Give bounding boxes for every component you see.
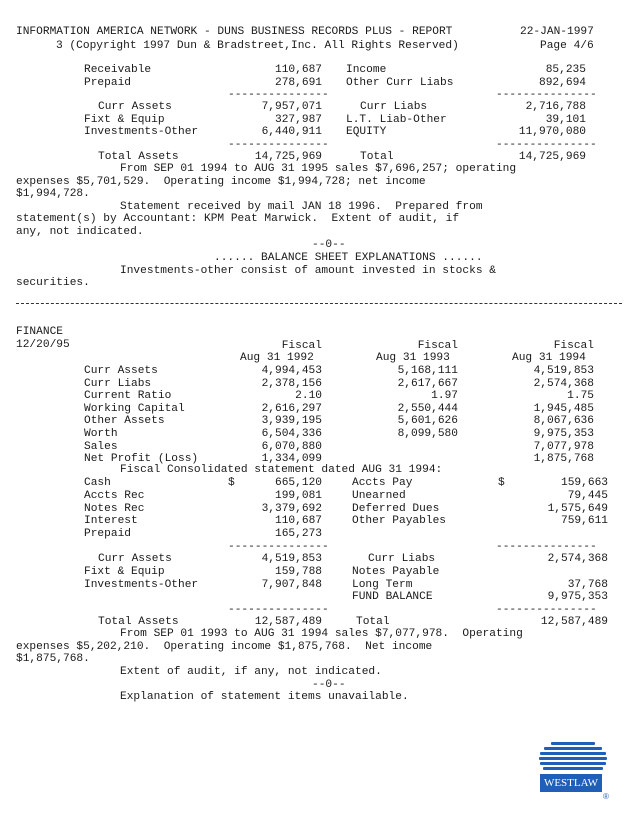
finance-row-value: 8,067,636: [533, 415, 594, 428]
paragraph-line: expenses $5,701,529. Operating income $1,994,728; net income: [16, 176, 426, 188]
column-head: Fiscal: [281, 340, 322, 352]
bs1-label: Income: [346, 64, 387, 76]
bs1-value: 85,235: [545, 64, 586, 76]
total-value: 14,725,969: [518, 151, 586, 163]
statement-value: 79,445: [567, 489, 608, 502]
audit-line: Extent of audit, if any, not indicated.: [120, 666, 382, 678]
statement-label: Curr Assets: [98, 553, 172, 565]
bs1-label: Prepaid: [84, 77, 131, 89]
bs1-value: 39,101: [545, 114, 586, 126]
statement-label: Fixt & Equip: [84, 565, 165, 578]
paragraph-line: expenses $5,202,210. Operating income $1,875,768. Net income: [16, 641, 433, 653]
dash-line: ---------------: [496, 139, 597, 151]
finance-date: 12/20/95: [16, 339, 70, 351]
total-label: Total: [356, 616, 390, 628]
bs1-value: 6,440,911: [261, 126, 322, 138]
total-value: 12,587,489: [540, 616, 608, 628]
statement-line: Fiscal Consolidated statement dated AUG 31 1994:: [120, 464, 443, 476]
paragraph-line: Investments-other consist of amount invested in stocks &: [120, 265, 496, 277]
bs1-label: Other Curr Liabs: [346, 77, 454, 89]
finance-row-value: 2,617,667: [397, 377, 458, 390]
statement-label: Accts Pay: [352, 477, 413, 489]
statement-label: Notes Payable: [352, 565, 440, 578]
copyright-line: 3 (Copyright 1997 Dun & Bradstreet,Inc. All Rights Reserved): [56, 40, 459, 52]
statement-value: 3,379,692: [261, 502, 322, 515]
dash-line: ---------------: [228, 89, 329, 101]
statement-label: Accts Rec: [84, 489, 145, 502]
statement-value: 199,081: [275, 489, 322, 502]
statement-value: 2,574,368: [547, 553, 608, 565]
column-head: Fiscal: [417, 340, 458, 352]
finance-row-value: 1,875,768: [533, 453, 594, 466]
bs1-value: 2,716,788: [525, 101, 586, 113]
total-assets-value: 14,725,969: [254, 151, 322, 163]
report-date: 22-JAN-1997: [520, 26, 594, 38]
finance-row-value: 1.97: [431, 390, 458, 403]
finance-row-value: 4,994,453: [261, 365, 322, 377]
statement-label: Investments-Other: [84, 578, 199, 591]
finance-row-value: 8,099,580: [397, 428, 458, 440]
statement-value: 159,788: [275, 565, 322, 578]
statement-label: Unearned: [352, 489, 406, 502]
statement-label: Cash: [84, 477, 111, 489]
unavailable-line: Explanation of statement items unavailable.: [120, 691, 409, 703]
statement-label: Deferred Dues: [352, 502, 440, 515]
finance-row-value: 6,504,336: [261, 428, 322, 440]
finance-row-label: Working Capital: [84, 402, 185, 415]
bs1-value: 110,687: [275, 64, 322, 76]
finance-row-value: 2.10: [295, 390, 322, 403]
paragraph-line: statement(s) by Accountant: KPM Peat Marwick. Extent of audit, if: [16, 213, 460, 225]
statement-label: Curr Liabs: [368, 553, 436, 565]
finance-row-value: 5,601,626: [397, 415, 458, 428]
finance-row-value: 1,945,485: [533, 402, 594, 415]
finance-row-label: Other Assets: [84, 415, 165, 428]
logo-wordmark: WESTLAW: [540, 774, 602, 792]
statement-label: FUND BALANCE: [352, 591, 433, 604]
bs1-value: 327,987: [275, 114, 322, 126]
dash-line: ---------------: [496, 604, 597, 616]
statement-label: Notes Rec: [84, 502, 145, 515]
column-date: Aug 31 1992: [240, 352, 314, 364]
paragraph-line: From SEP 01 1994 to AUG 31 1995 sales $7,696,257; operating: [120, 163, 517, 175]
statement-label: Interest: [84, 515, 138, 528]
finance-row-label: Curr Assets: [84, 365, 158, 377]
finance-title: FINANCE: [16, 326, 63, 338]
total-assets-value: 12,587,489: [254, 616, 322, 628]
dash-line: ---------------: [228, 139, 329, 151]
paragraph-line: $1,994,728.: [16, 188, 90, 200]
statement-value: 159,663: [561, 477, 608, 489]
column-date: Aug 31 1994: [512, 352, 586, 364]
dash-line: ---------------: [496, 541, 597, 553]
statement-label: Prepaid: [84, 528, 131, 541]
paragraph-line: $1,875,768.: [16, 653, 90, 665]
finance-row-value: 2,378,156: [261, 377, 322, 390]
statement-value: 1,575,649: [547, 502, 608, 515]
finance-row-label: Sales: [84, 440, 118, 453]
statement-value: 7,907,848: [261, 578, 322, 591]
finance-row-value: 6,070,880: [261, 440, 322, 453]
logo-stripes: [537, 742, 609, 772]
bs1-label: Curr Assets: [98, 101, 172, 113]
finance-row-label: Worth: [84, 428, 118, 440]
dollar-sign: $: [498, 477, 505, 489]
dash-line: ---------------: [228, 604, 329, 616]
finance-row-label: Net Profit (Loss): [84, 453, 199, 466]
statement-value: 665,120: [275, 477, 322, 489]
westlaw-logo: [537, 742, 609, 800]
section-separator: --0--: [312, 239, 346, 251]
statement-value: 165,273: [275, 528, 322, 541]
page-number: Page 4/6: [540, 40, 594, 52]
report-header: INFORMATION AMERICA NETWORK - DUNS BUSINESS RECORDS PLUS - REPORT: [16, 26, 453, 38]
finance-row-value: 4,519,853: [533, 365, 594, 377]
finance-row-value: 2,550,444: [397, 402, 458, 415]
finance-row-value: 9,975,353: [533, 428, 594, 440]
bs1-label: EQUITY: [346, 126, 387, 138]
finance-row-value: 3,939,195: [261, 415, 322, 428]
paragraph-line: From SEP 01 1993 to AUG 31 1994 sales $7,077,978. Operating: [120, 628, 523, 640]
explanations-title: ...... BALANCE SHEET EXPLANATIONS ......: [214, 252, 483, 264]
statement-value: 37,768: [567, 578, 608, 591]
statement-value: 759,611: [561, 515, 608, 528]
dash-line: ---------------: [228, 541, 329, 553]
bs1-label: Receivable: [84, 64, 152, 76]
finance-row-value: 1,334,099: [261, 453, 322, 466]
column-date: Aug 31 1993: [376, 352, 450, 364]
bs1-value: 11,970,080: [518, 126, 586, 138]
section-divider: [16, 303, 622, 304]
bs1-value: 7,957,071: [261, 101, 322, 113]
section-separator: --0--: [312, 679, 346, 691]
bs1-label: Curr Liabs: [360, 101, 428, 113]
total-label: Total: [360, 151, 394, 163]
finance-row-value: 5,168,111: [397, 365, 458, 377]
bs1-value: 278,691: [275, 77, 322, 89]
finance-row-value: 7,077,978: [533, 440, 594, 453]
statement-label: Long Term: [352, 578, 413, 591]
column-head: Fiscal: [553, 340, 594, 352]
bs1-label: Fixt & Equip: [84, 114, 165, 126]
finance-row-value: 2,574,368: [533, 377, 594, 390]
finance-row-value: 2,616,297: [261, 402, 322, 415]
statement-value: 9,975,353: [547, 591, 608, 604]
registered-mark: ®: [603, 792, 609, 801]
statement-value: 4,519,853: [261, 553, 322, 565]
dash-line: ---------------: [496, 89, 597, 101]
bs1-value: 892,694: [539, 77, 586, 89]
finance-row-label: Curr Liabs: [84, 377, 152, 390]
statement-value: 110,687: [275, 515, 322, 528]
paragraph-line: Statement received by mail JAN 18 1996. Prepared from: [120, 201, 483, 213]
paragraph-line: any, not indicated.: [16, 226, 144, 238]
total-assets-label: Total Assets: [98, 151, 179, 163]
bs1-label: L.T. Liab-Other: [346, 114, 447, 126]
bs1-label: Investments-Other: [84, 126, 199, 138]
finance-row-value: 1.75: [567, 390, 594, 403]
total-assets-label: Total Assets: [98, 616, 179, 628]
dollar-sign: $: [228, 477, 235, 489]
statement-label: Other Payables: [352, 515, 446, 528]
paragraph-line: securities.: [16, 277, 90, 289]
finance-row-label: Current Ratio: [84, 390, 172, 403]
